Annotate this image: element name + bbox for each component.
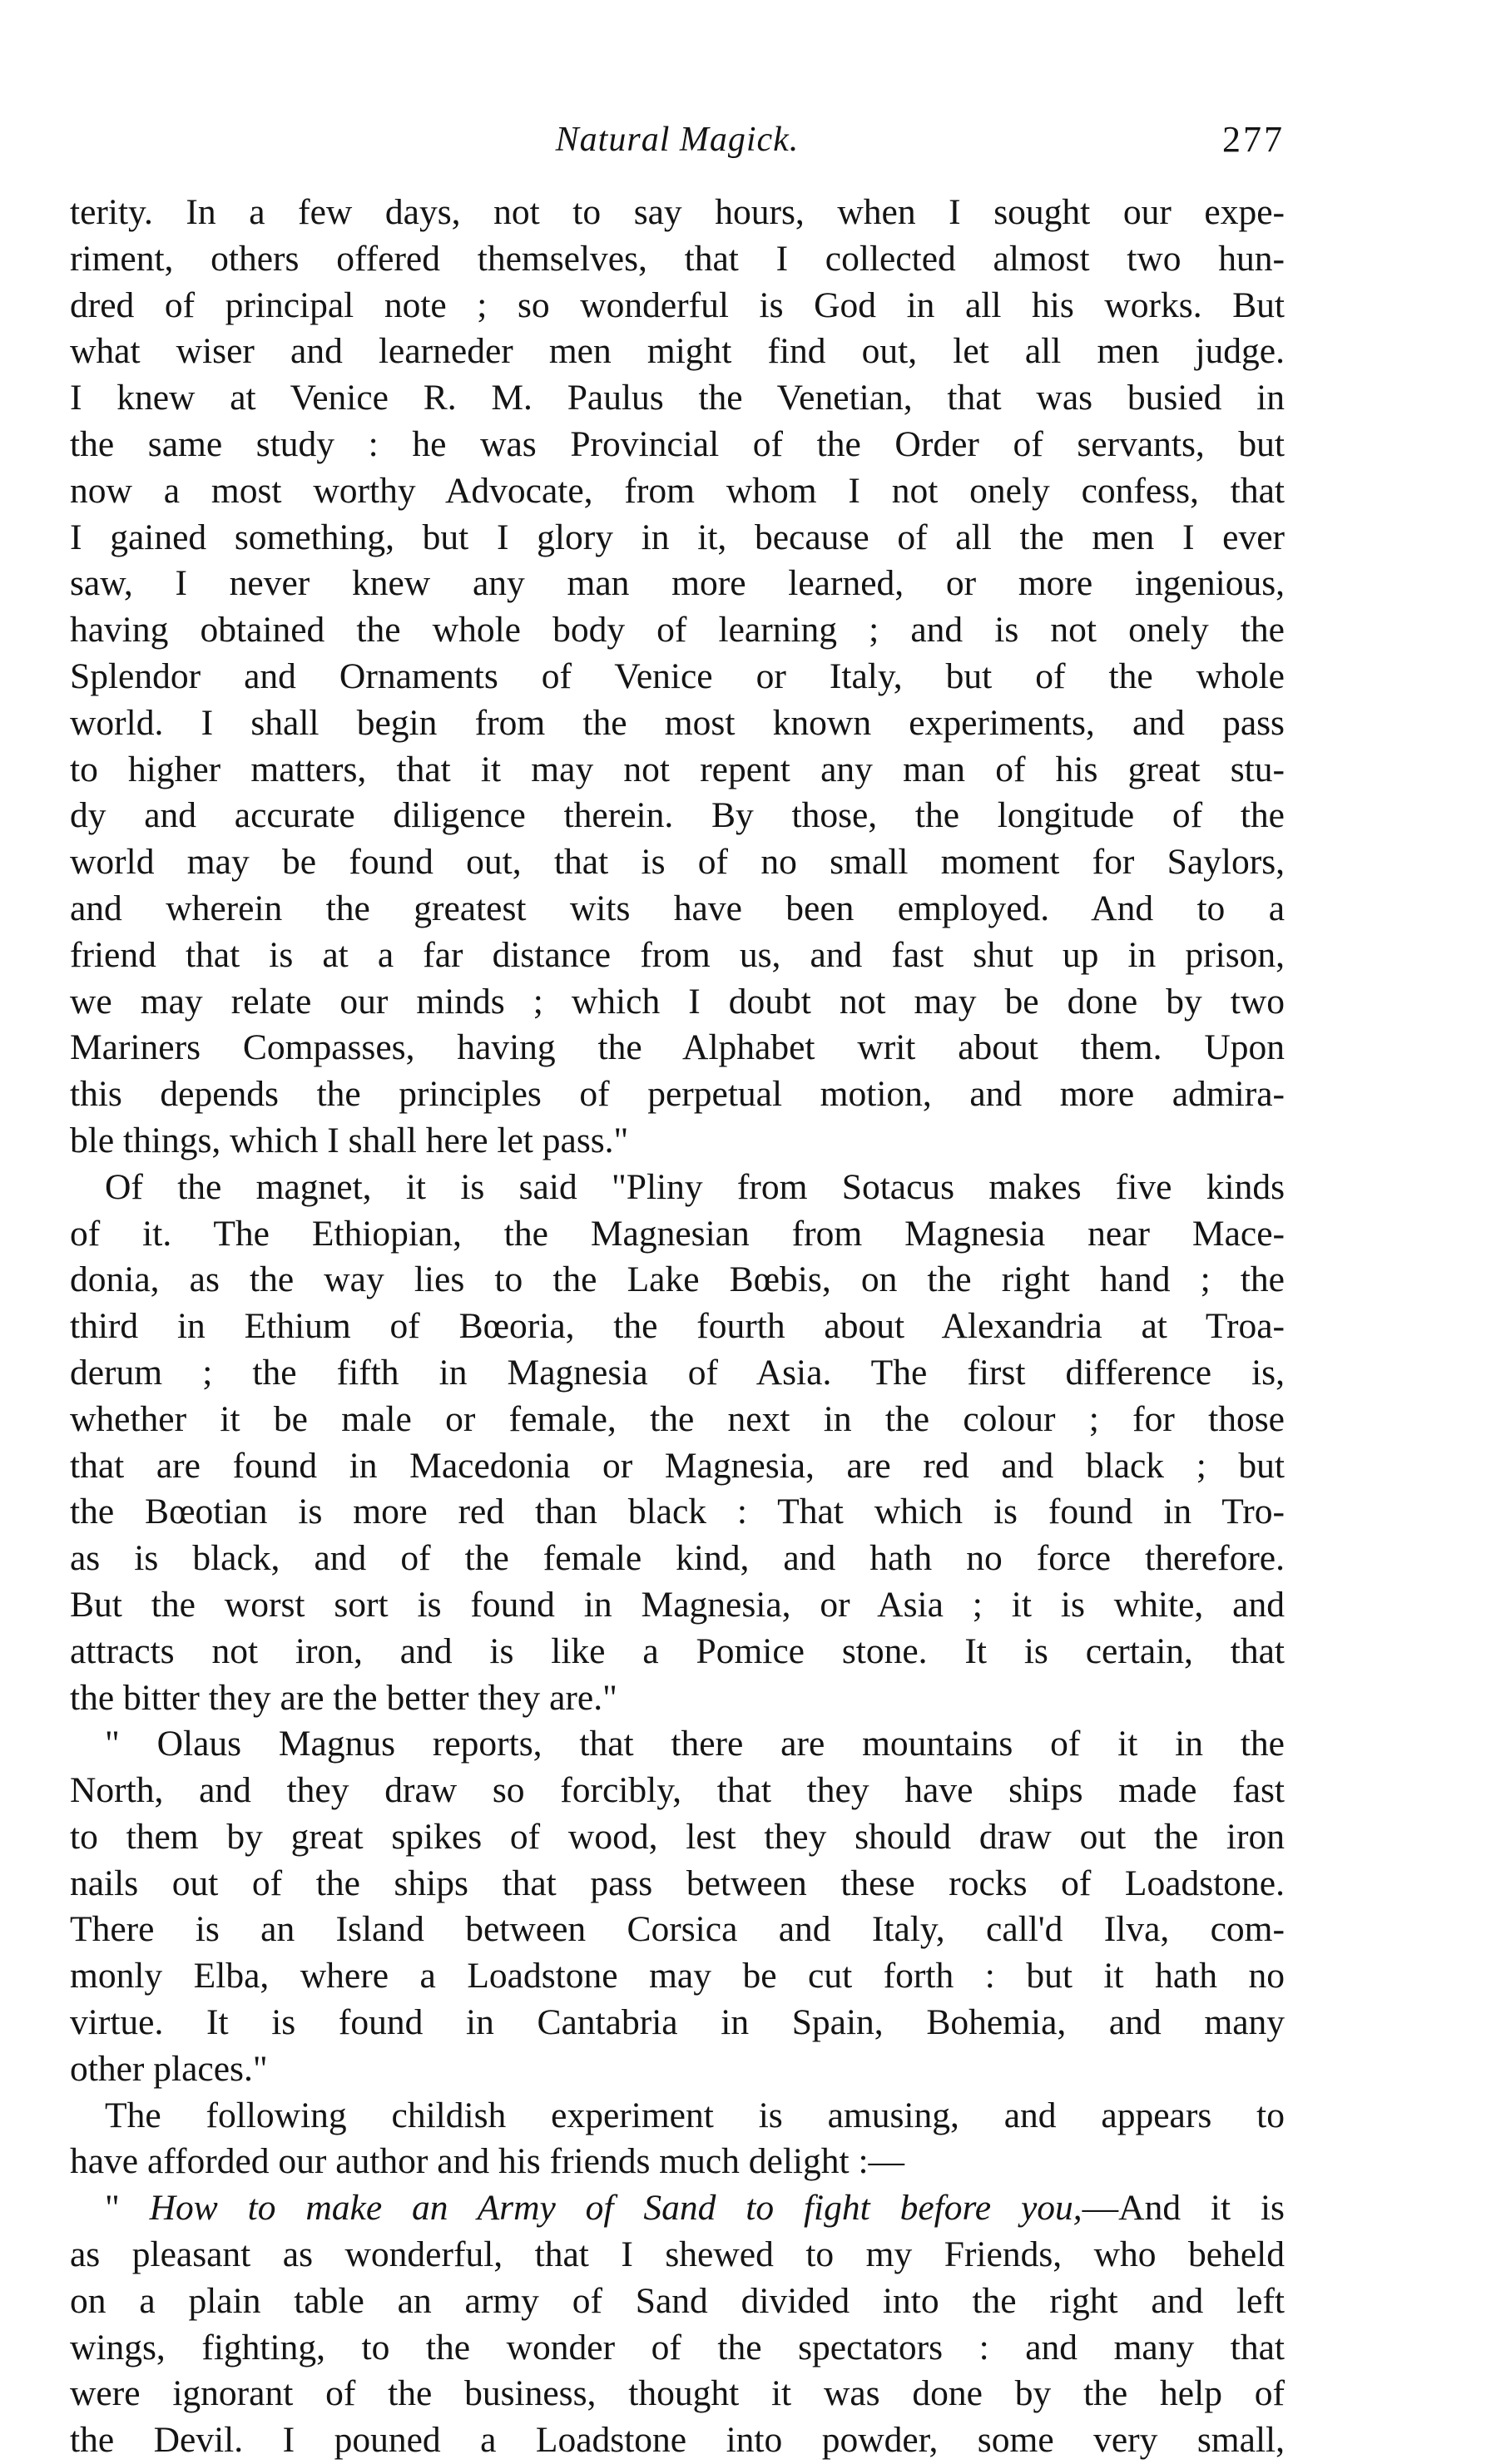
text-line: to higher matters, that it may not repent any man of his great stu- [70, 749, 1285, 789]
text-line: of it. The Ethiopian, the Magnesian from Magnesia near Mace- [70, 1213, 1285, 1254]
text-line: and wherein the greatest wits have been employed. And to a [70, 888, 1285, 928]
text-line: The following childish experiment is amusing, and appears to [105, 2095, 1285, 2135]
text-line: friend that is at a far distance from us, and fast shut up in prison, [70, 934, 1285, 975]
text-line: wings, fighting, to the wonder of the spectators : and many that [70, 2327, 1285, 2368]
text-line: donia, as the way lies to the Lake Bœbis, on the right hand ; the [70, 1259, 1285, 1300]
text-line: to them by great spikes of wood, lest they should draw out the iron [70, 1816, 1285, 1857]
text-line: " Olaus Magnus reports, that there are mountains of it in the [105, 1724, 1285, 1764]
text-line: North, and they draw so forcibly, that they have ships made fast [70, 1770, 1285, 1811]
text-line: But the worst sort is found in Magnesia, or Asia ; it is white, and [70, 1584, 1285, 1625]
text-line: that are found in Macedonia or Magnesia, are red and black ; but [70, 1445, 1285, 1486]
text-line: Splendor and Ornaments of Venice or Italy, but of the whole [70, 656, 1285, 696]
text-line: having obtained the whole body of learning ; and is not onely the [70, 610, 1285, 651]
text-line: have afforded our author and his friends much delight :— [70, 2141, 905, 2182]
text-line: attracts not iron, and is like a Pomice stone. It is certain, that [70, 1630, 1285, 1671]
text-line: the Devil. I pouned a Loadstone into powder, some very small, [70, 2420, 1285, 2461]
text-line: I gained something, but I glory in it, because of all the men I ever [70, 517, 1285, 557]
text-line: what wiser and learneder men might find out, let all men judge. [70, 331, 1285, 372]
text-line: were ignorant of the business, thought it was done by the help of [70, 2373, 1285, 2414]
text-line: world may be found out, that is of no small moment for Saylors, [70, 842, 1285, 883]
text-line: terity. In a few days, not to say hours, when I sought our expe- [70, 192, 1285, 232]
text-line: as pleasant as wonderful, that I shewed to my Friends, who beheld [70, 2234, 1285, 2275]
text-line: we may relate our minds ; which I doubt not may be done by two [70, 981, 1285, 1022]
page-number: 277 [1222, 119, 1285, 160]
text-line: on a plain table an army of Sand divided into the right and left [70, 2280, 1285, 2321]
text-line: I knew at Venice R. M. Paulus the Venetian, that was busied in [70, 378, 1285, 418]
text-line: whether it be male or female, the next in the colour ; for those [70, 1398, 1285, 1439]
text-line: derum ; the fifth in Magnesia of Asia. The first difference is, [70, 1352, 1285, 1393]
text-line: world. I shall begin from the most known experiments, and pass [70, 702, 1285, 743]
text-line: Of the magnet, it is said "Pliny from Sotacus makes five kinds [105, 1166, 1285, 1207]
text-line: ble things, which I shall here let pass." [70, 1120, 629, 1160]
text-line: saw, I never knew any man more learned, or more ingenious, [70, 563, 1285, 604]
italic-phrase: How to make an Army of Sand to fight before you, [149, 2188, 1082, 2229]
text-line: third in Ethium of Bœoria, the fourth about Alexandria at Troa- [70, 1306, 1285, 1347]
text-line: dy and accurate diligence therein. By those, the longitude of the [70, 795, 1285, 836]
text-line: the Bœotian is more red than black : That which is found in Tro- [70, 1492, 1285, 1532]
text-line: dred of principal note ; so wonderful is God in all his works. But [70, 284, 1285, 325]
text-line: the bitter they are the better they are." [70, 1677, 617, 1718]
text-line: other places." [70, 2048, 268, 2089]
text-line: There is an Island between Corsica and Italy, call'd Ilva, com- [70, 1909, 1285, 1950]
text-line: " How to make an Army of Sand to fight before you,—And it is [105, 2188, 1285, 2229]
body-text [70, 190, 1285, 2464]
text-line: virtue. It is found in Cantabria in Spain, Bohemia, and many [70, 2002, 1285, 2043]
text-line: nails out of the ships that pass between these rocks of Loadstone. [70, 1863, 1285, 1903]
text-line: Mariners Compasses, having the Alphabet writ about them. Upon [70, 1027, 1285, 1068]
text-line: as is black, and of the female kind, and hath no force therefore. [70, 1538, 1285, 1579]
text-line: monly Elba, where a Loadstone may be cut forth : but it hath no [70, 1956, 1285, 1996]
text-line: the same study : he was Provincial of the Order of servants, but [70, 423, 1285, 464]
running-title: Natural Magick. [555, 121, 800, 159]
text-line: riment, others offered themselves, that I collected almost two hun- [70, 238, 1285, 279]
text-line: this depends the principles of perpetual motion, and more admira- [70, 1074, 1285, 1115]
text-line: now a most worthy Advocate, from whom I not onely confess, that [70, 470, 1285, 511]
running-head [70, 115, 1285, 165]
